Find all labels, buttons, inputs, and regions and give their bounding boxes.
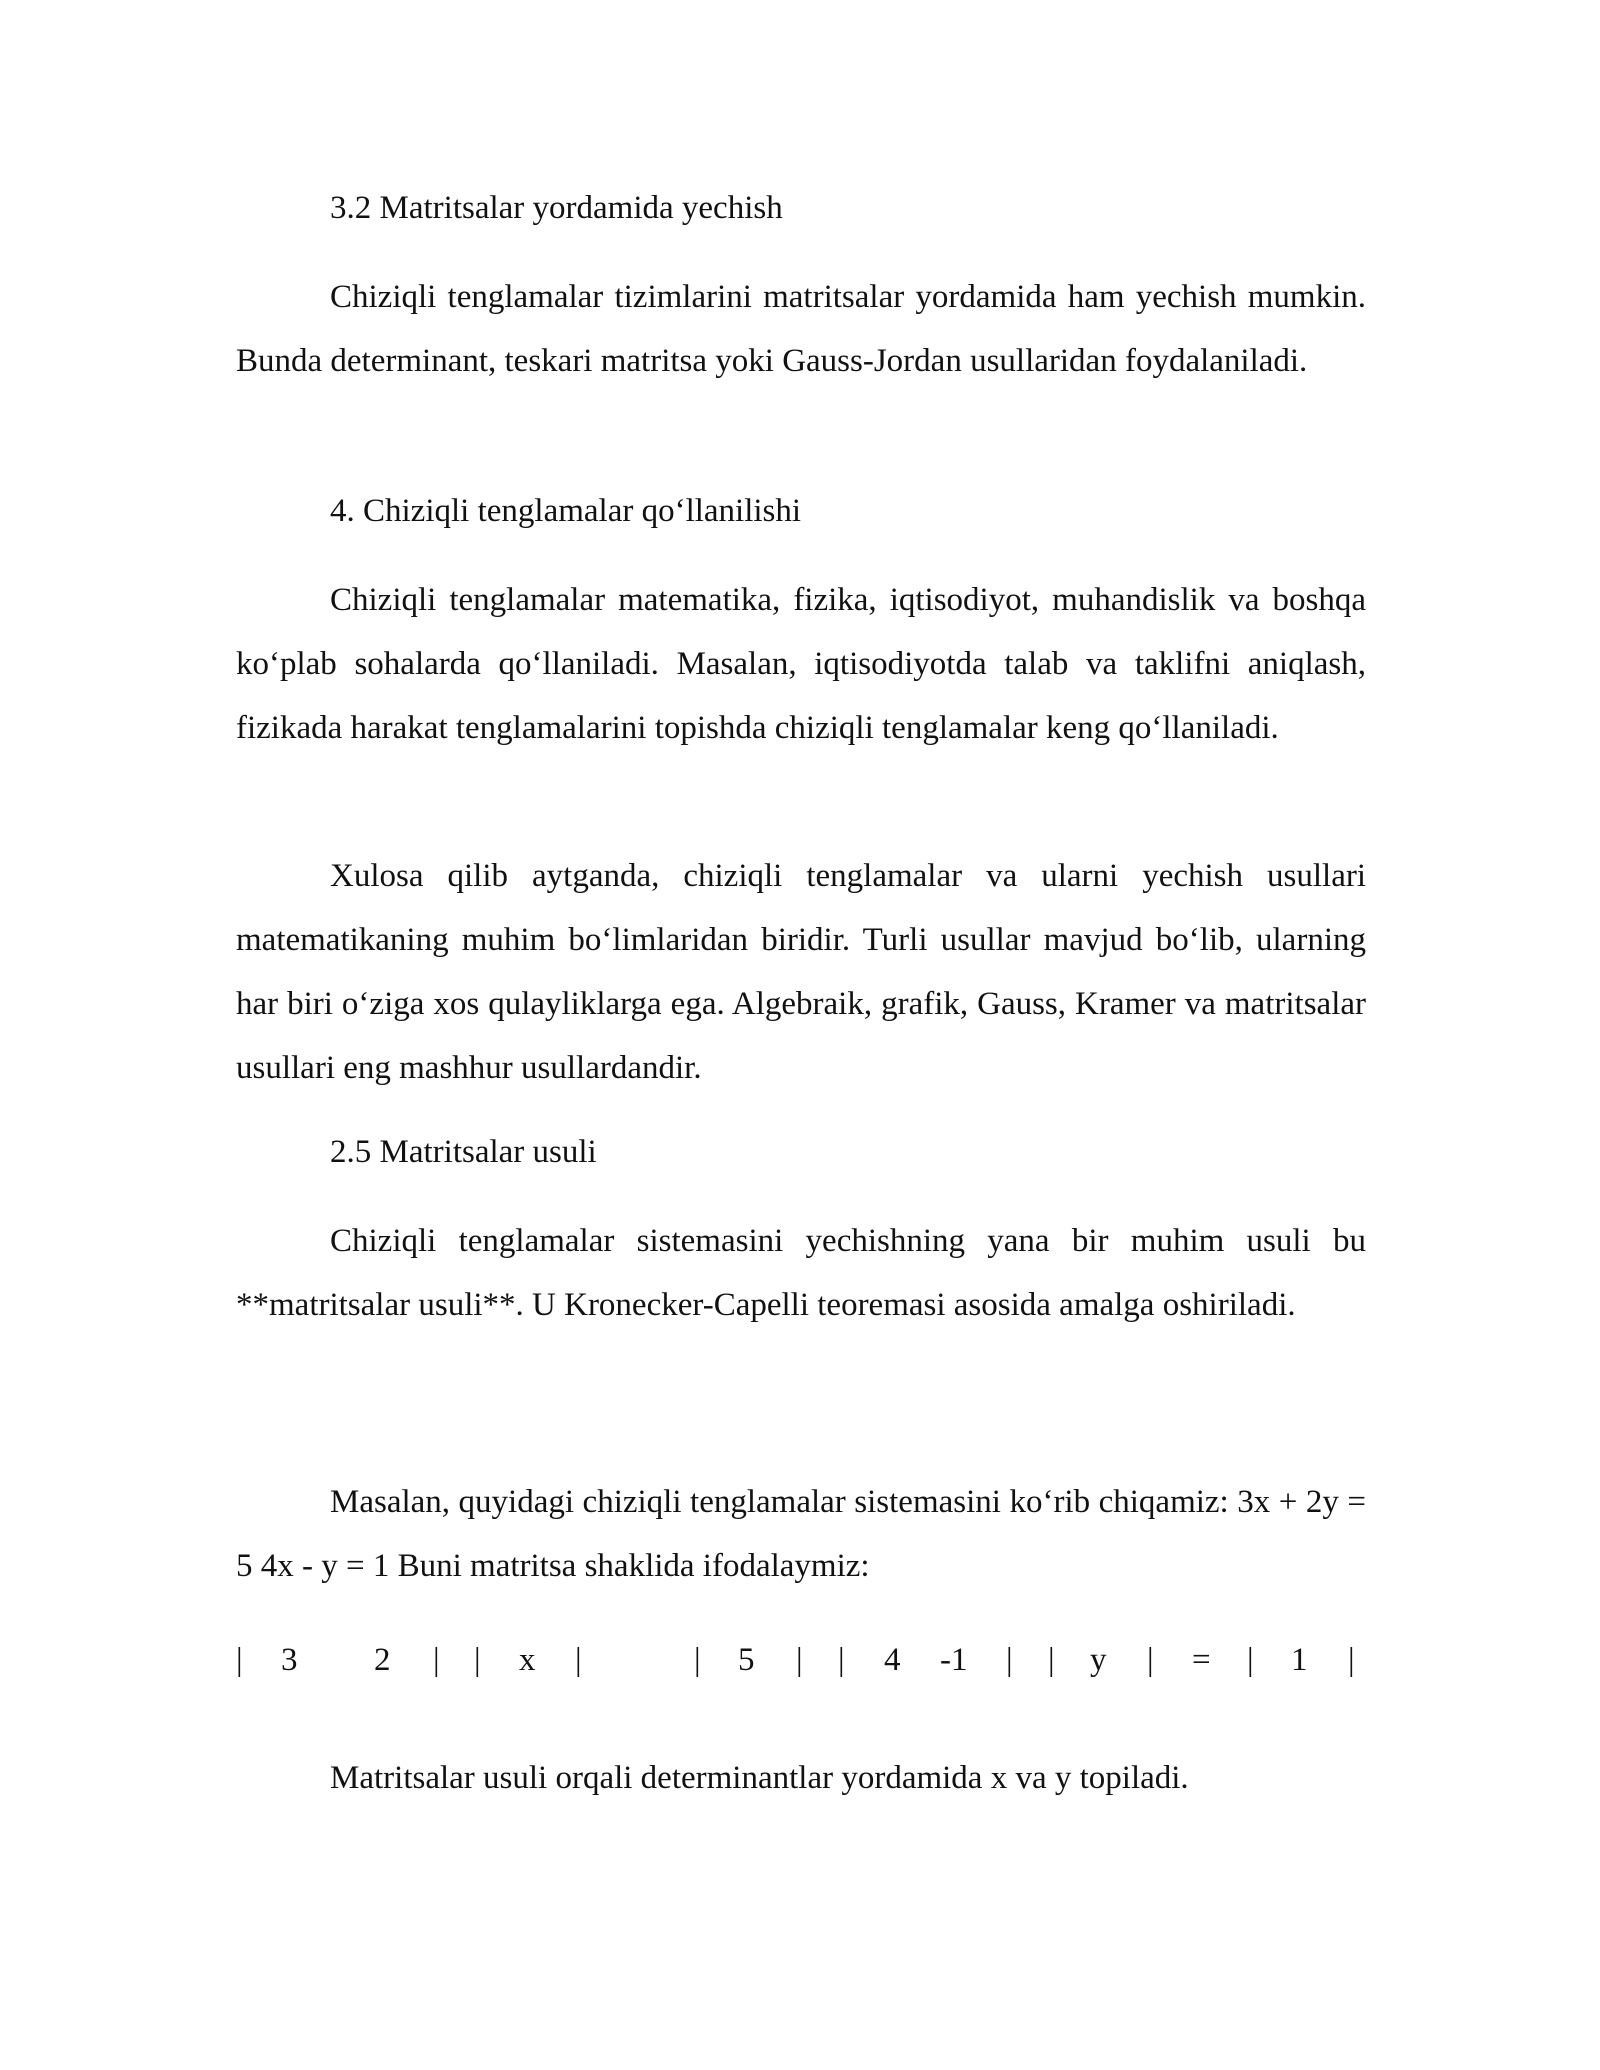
matrix-token: | [1006,1642,1013,1678]
matrix-token: 2 [374,1642,391,1678]
paragraph-example: Masalan, quyidagi chiziqli tenglamalar sistemasini ko‘rib chiqamiz: 3x + 2y = 5 4x - y = 1 Buni matritsa shaklida ifodalaymiz: [236,1484,1366,1584]
paragraph-final: Matritsalar usuli orqali determinantlar yordamida x va y topiladi. [330,1760,1189,1796]
matrix-token: | [1247,1642,1254,1678]
matrix-token: | [1147,1642,1154,1678]
matrix-token: | [575,1642,582,1678]
matrix-token: x [519,1642,536,1678]
heading-2-5: 2.5 Matritsalar usuli [330,1134,597,1170]
matrix-token: 4 [884,1642,901,1678]
matrix-token: y [1090,1642,1107,1678]
heading-4: 4. Chiziqli tenglamalar qo‘llanilishi [330,493,802,529]
paragraph-3-2: Chiziqli tenglamalar tizimlarini matritsalar yordamida ham yechish mumkin. Bunda determinant, teskari matritsa yoki Gauss-Jordan usullaridan foydalaniladi. [236,279,1366,379]
paragraph-4: Chiziqli tenglamalar matematika, fizika, iqtisodiyot, muhandislik va boshqa ko‘plab sohalarda qo‘llaniladi. Masalan, iqtisodiyotda talab va taklifni aniqlash, fizikada harakat tenglamalarini topishda chiziqli tenglamalar keng qo‘llaniladi. [236,582,1366,746]
matrix-token: 1 [1291,1642,1308,1678]
matrix-token: | [433,1642,440,1678]
matrix-token: | [1048,1642,1055,1678]
matrix-token: 3 [281,1642,298,1678]
matrix-token: | [694,1642,701,1678]
matrix-token: | [796,1642,803,1678]
matrix-token: -1 [940,1642,968,1678]
matrix-token: | [474,1642,481,1678]
matrix-token: = [1192,1642,1211,1678]
matrix-token: 5 [738,1642,755,1678]
matrix-token: | [236,1642,243,1678]
matrix-token: | [1348,1642,1355,1678]
paragraph-conclusion: Xulosa qilib aytganda, chiziqli tenglamalar va ularni yechish usullari matematikaning muhim bo‘limlaridan biridir. Turli usullar mavjud bo‘lib, ularning har biri o‘ziga xos qulayliklarga ega. Algebraik, grafik, Gauss, Kramer va matritsalar usullari eng mashhur usullardandir. [236,858,1366,1086]
paragraph-2-5: Chiziqli tenglamalar sistemasini yechishning yana bir muhim usuli bu **matritsalar usuli**. U Kronecker-Capelli teoremasi asosida amalga oshiriladi. [236,1223,1366,1323]
heading-3-2: 3.2 Matritsalar yordamida yechish [330,190,783,226]
matrix-expression [236,1628,1366,1692]
matrix-token: | [838,1642,845,1678]
